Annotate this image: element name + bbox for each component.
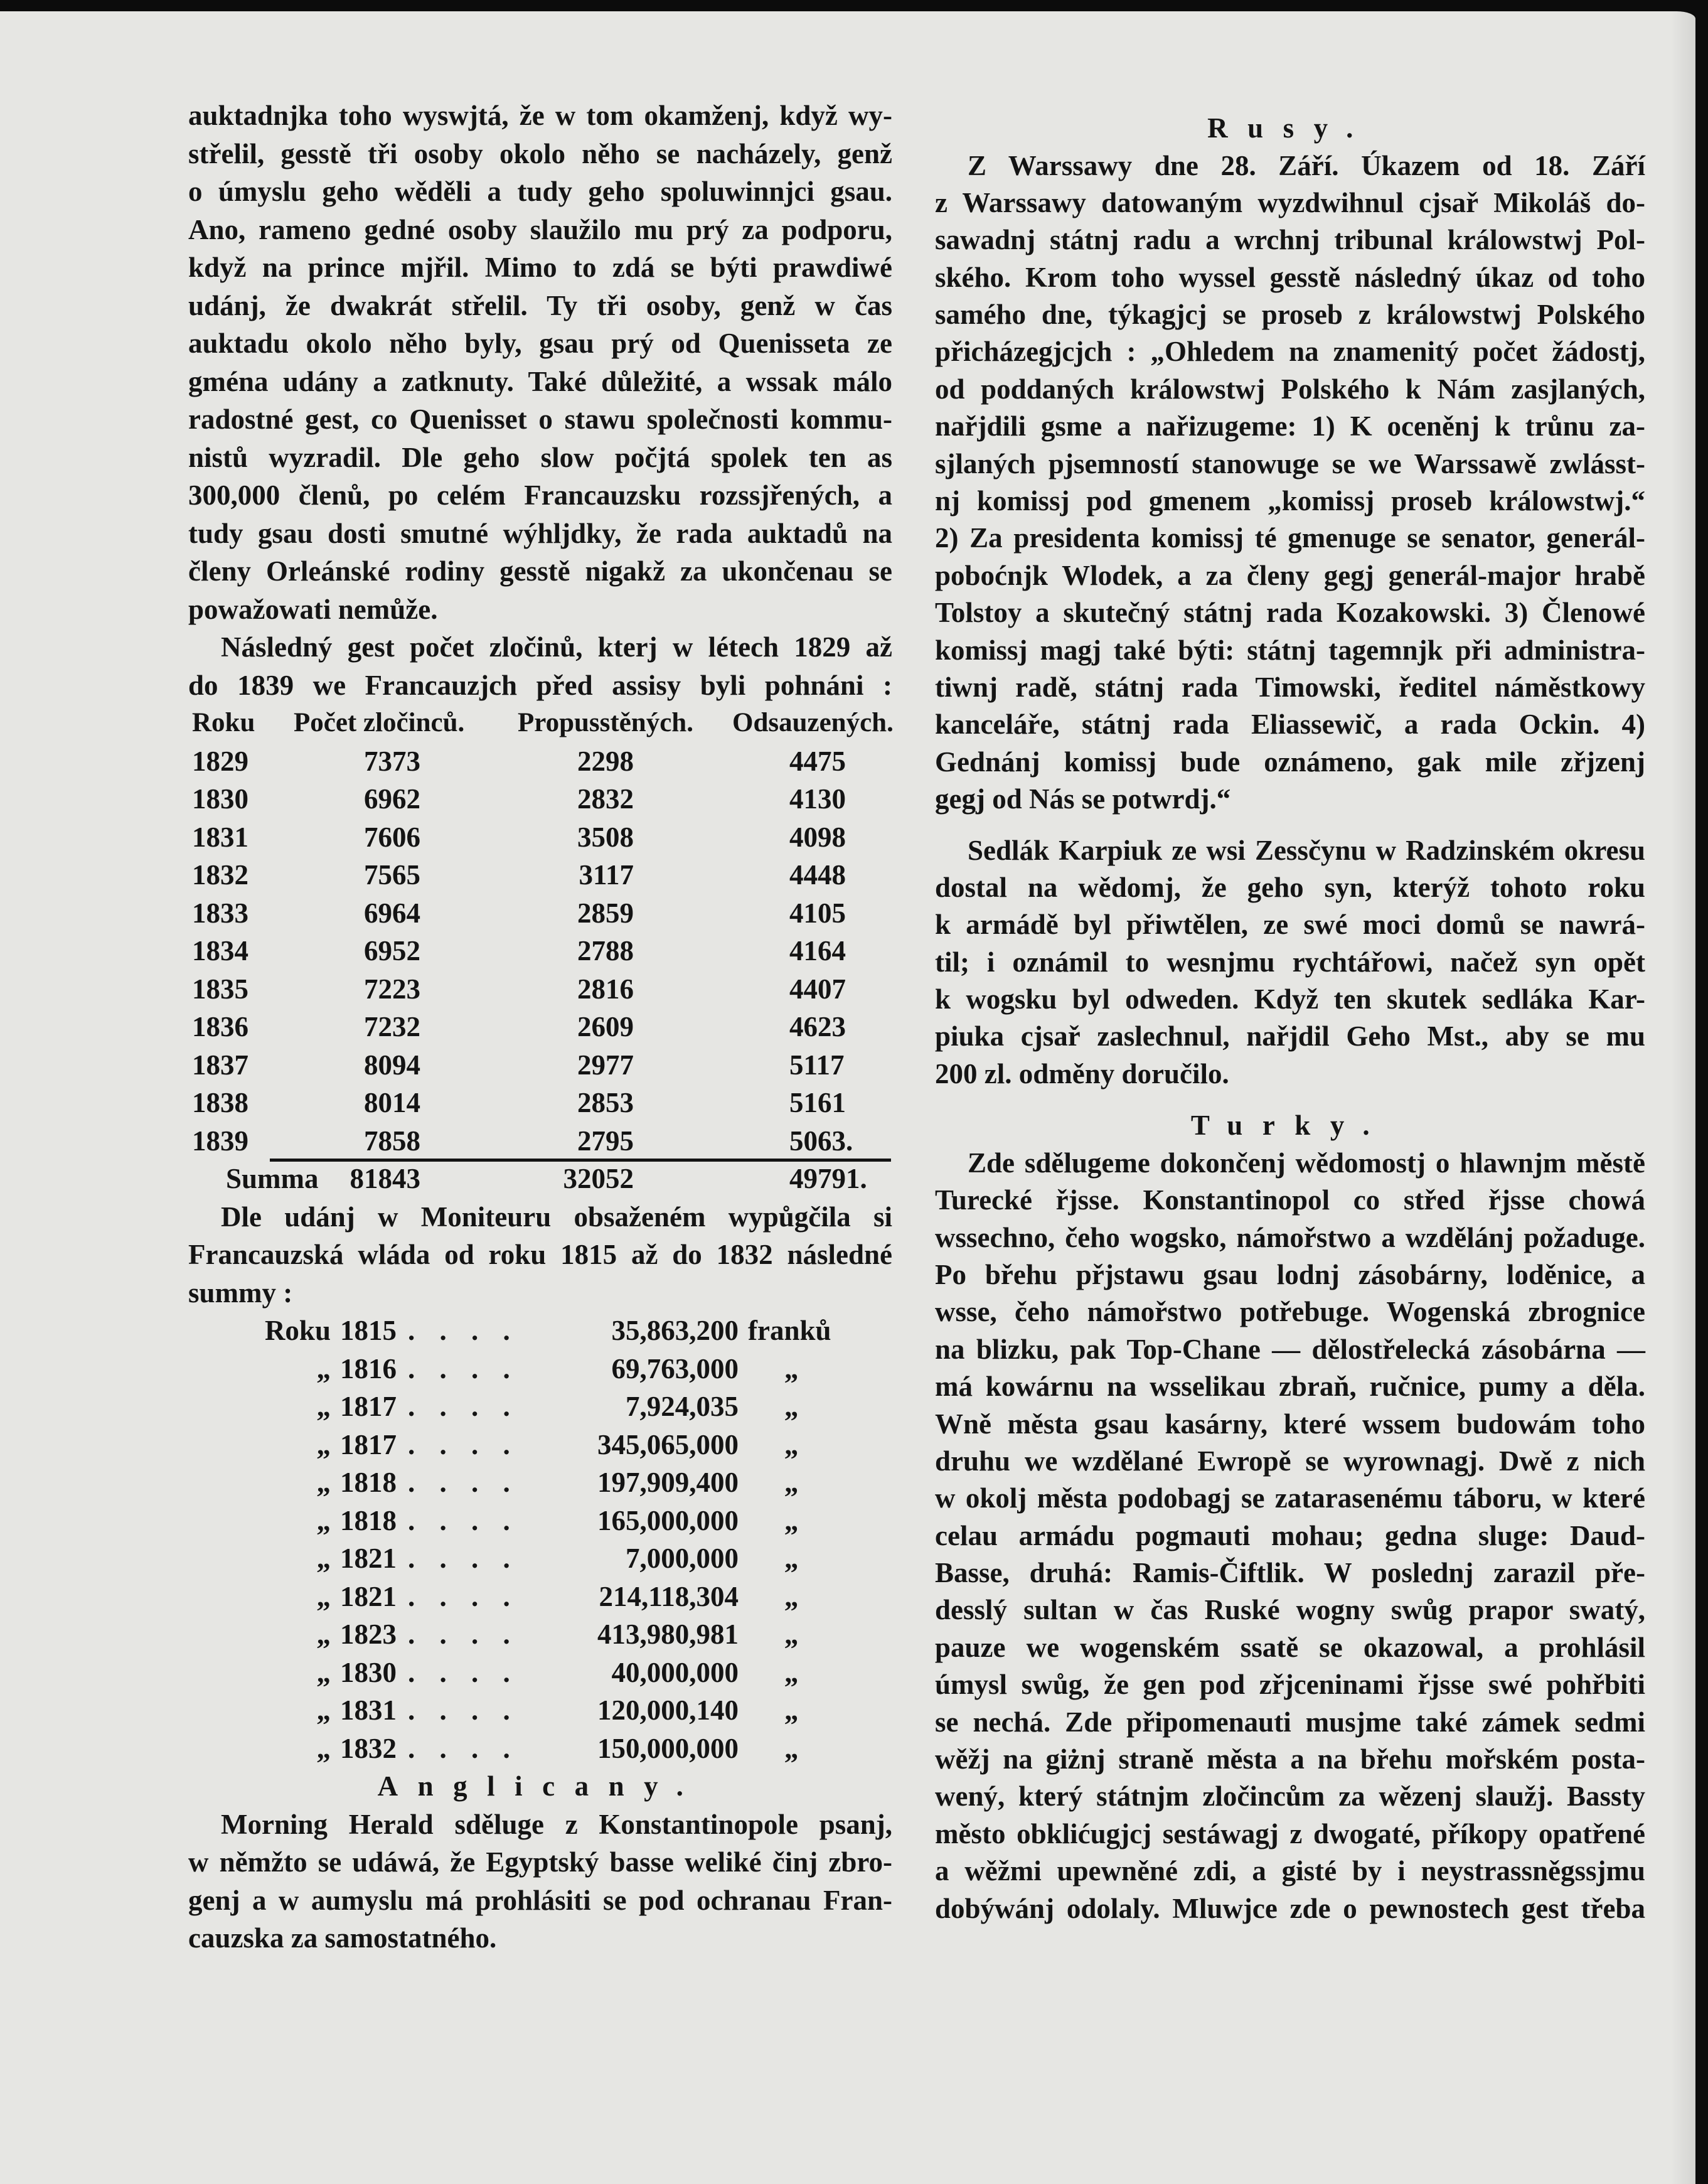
text-line: wěžj na giżnj straně města a na břehu mořském posta- — [935, 1743, 1645, 1775]
released-cell: 2859 — [577, 897, 634, 929]
table-row — [188, 932, 892, 970]
text-line: auktadnjka toho wyswjtá, že w tom okamženj, když wy- — [188, 100, 892, 131]
year-cell: 1836 — [192, 1011, 248, 1042]
text-line: nistů wyzradil. Dle geho slow počjtá spolek ten as — [188, 441, 892, 473]
header-year: Roku — [192, 708, 255, 737]
loan-amount: 40,000,000 — [611, 1656, 739, 1688]
text-line: město obklićugjcj sestáwagj z dwogaté, příkopy opatřené — [935, 1817, 1645, 1849]
text-line: má kowárnu na wsselikau zbraň, ručnice, pumy a děla. — [935, 1371, 1645, 1403]
convicted-cell: 4105 — [789, 897, 846, 929]
text-line: přicházegjcjch : „Ohledem na znamenitý počet žádostj, — [935, 336, 1645, 368]
loan-amount: 197,909,400 — [597, 1467, 739, 1498]
text-line: členy Orleánské rodiny gesstě nigakž za ukončenau se — [188, 555, 892, 587]
text-line: Ano, rameno gedné osoby slaužilo mu prý za podporu, — [188, 213, 892, 245]
total-label: Summa — [226, 1163, 319, 1194]
table-row — [188, 1084, 892, 1122]
convicted-cell: 5161 — [789, 1087, 846, 1118]
total-convicted: 49791. — [789, 1163, 867, 1194]
text-line: ského. Krom toho wyssel gesstě následný úkaz od toho — [935, 261, 1645, 293]
loan-row — [188, 1464, 892, 1502]
text-line: Gednánj komissj bude oznámeno, gak mile zřjzenj — [935, 746, 1645, 778]
loan-amount: 345,065,000 — [597, 1428, 739, 1460]
crimes-cell: 8094 — [364, 1049, 420, 1081]
text-line: desslý sultan w čas Ruské wogny swůg prapor swatý, — [935, 1594, 1645, 1626]
convicted-cell: 4407 — [789, 973, 846, 1005]
loan-year: 1821 — [340, 1543, 397, 1574]
year-cell: 1834 — [192, 935, 248, 966]
table-row — [188, 818, 892, 857]
text-line: celau armádu pogmauti mohau; gedna sluge: Daud- — [935, 1519, 1645, 1551]
loan-amount: 69,763,000 — [611, 1352, 739, 1384]
released-cell: 2977 — [577, 1049, 634, 1081]
year-cell: 1830 — [192, 783, 248, 815]
year-prefix: „ — [316, 1352, 331, 1384]
loan-year: 1818 — [340, 1467, 397, 1498]
crimes-cell: 8014 — [364, 1087, 420, 1118]
text-line: komissj magj také býti: státnj tagemnjk při administra- — [935, 634, 1645, 666]
text-line: nj komissj pod gmenem „komissj proseb králowstwj.“ — [935, 485, 1645, 517]
crimes-cell: 7223 — [364, 973, 420, 1005]
text-line: z Warssawy datowaným wyzdwihnul cjsař Mikoláš do- — [935, 186, 1645, 218]
loan-row — [188, 1578, 892, 1616]
released-cell: 3117 — [579, 859, 634, 891]
spacer — [935, 1093, 1645, 1106]
section-heading-russia: Rusy. — [1207, 112, 1373, 144]
loan-amount: 120,000,140 — [597, 1694, 739, 1726]
text-line: když na prince mjřil. Mimo to zdá se býti prawdiwé — [188, 252, 892, 283]
total-crimes: 81843 — [350, 1163, 420, 1194]
text-line: Francauzská wláda od roku 1815 až do 1832 následné — [188, 1239, 892, 1270]
loan-unit: „ — [784, 1656, 799, 1688]
year-cell: 1837 — [192, 1049, 248, 1081]
loan-row — [188, 1539, 892, 1578]
leader-dots: . . . . — [408, 1467, 519, 1498]
year-prefix: „ — [316, 1391, 331, 1422]
text-line: cauzska za samostatného. — [188, 1922, 497, 1954]
total-released: 32052 — [563, 1163, 634, 1194]
loan-unit: „ — [784, 1732, 799, 1764]
text-line: kanceláře, státnj rada Eliassewič, a rada Ockin. 4) — [935, 709, 1645, 741]
loan-unit: „ — [784, 1467, 799, 1498]
loan-row — [188, 1691, 892, 1730]
loan-unit: „ — [784, 1352, 799, 1384]
text-line: na blizku, pak Top-Chane — dělostřelecká zásobárna — — [935, 1333, 1645, 1365]
text-line: wený, který státnjm zločincům za wězenj slaužj. Bassty — [935, 1780, 1645, 1812]
table-row — [188, 1046, 892, 1084]
text-line: tudy gsau dosti smutné wýhljdky, že rada auktadů na — [188, 517, 892, 549]
convicted-cell: 5063. — [789, 1125, 853, 1157]
text-line: sjlaných pjsemností stanowuge se we Warssawě zwlásst- — [935, 447, 1645, 479]
table-row — [188, 856, 892, 894]
text-line: o úmyslu geho wěděli a tudy geho spoluwinnjci gsau. — [188, 176, 892, 207]
text-line: pauze we wogenském ssatě se okazowal, a prohlásil — [935, 1631, 1645, 1663]
leader-dots: . . . . — [408, 1619, 519, 1650]
text-line: poboćnjk Wlodek, a za členy gegj generál-major hrabě — [935, 559, 1645, 591]
leader-dots: . . . . — [408, 1543, 519, 1574]
header-released: Propusstěných. — [518, 708, 693, 737]
text-line: a wěžmi upewněné zdi, a gisté by i neystrassněgssjmu — [935, 1855, 1645, 1887]
text-line: udánj, že dwakrát střelil. Ty tři osoby, genž w čas — [188, 289, 892, 321]
crimes-cell: 7565 — [364, 859, 420, 891]
text-line: se nechá. Zde připomenauti musjme také zámek sedmi — [935, 1706, 1645, 1738]
section-heading-england: Anglicany. — [377, 1770, 703, 1802]
convicted-cell: 4164 — [789, 935, 846, 966]
leader-dots: . . . . — [408, 1352, 519, 1384]
loan-year: 1821 — [340, 1580, 397, 1612]
year-prefix: „ — [316, 1428, 331, 1460]
convicted-cell: 4475 — [789, 745, 846, 777]
text-line: k wogsku byl odweden. Když ten skutek sedláka Kar- — [935, 983, 1645, 1015]
text-line: w okolj města podobagj se zatarasenému táboru, w které — [935, 1482, 1645, 1514]
left-column — [188, 97, 892, 1957]
loan-row — [188, 1388, 892, 1426]
year-cell: 1831 — [192, 821, 248, 853]
loan-row — [188, 1730, 892, 1768]
year-cell: 1829 — [192, 745, 248, 777]
table-row — [188, 742, 892, 781]
loan-year: 1817 — [340, 1391, 397, 1422]
year-prefix: „ — [316, 1619, 331, 1650]
table-row — [188, 780, 892, 818]
text-line: Turecké řjsse. Konstantinopol co střed řjsse chowá — [935, 1184, 1645, 1216]
text-line: radostné gest, co Quenisset o stawu společnosti kommu- — [188, 404, 892, 435]
loan-amount: 165,000,000 — [597, 1504, 739, 1536]
loan-amount: 214,118,304 — [599, 1580, 739, 1612]
convicted-cell: 4098 — [789, 821, 846, 853]
crimes-cell: 7373 — [364, 745, 420, 777]
text-line: dobýwánj odolaly. Mluwjce zde o pewnostech gest třeba — [935, 1892, 1645, 1924]
text-line: gegj od Nás se potwrdj.“ — [935, 783, 1231, 815]
crime-table-body — [188, 742, 892, 1160]
loan-year: 1815 — [340, 1315, 397, 1346]
released-cell: 2795 — [577, 1125, 634, 1157]
released-cell: 2609 — [577, 1011, 634, 1042]
loan-year: 1832 — [340, 1732, 397, 1764]
crimes-cell: 6952 — [364, 935, 420, 966]
text-line: Následný gest počet zločinů, kterj w létech 1829 až — [221, 631, 892, 663]
leader-dots: . . . . — [408, 1504, 519, 1536]
text-line: genj a w aumyslu má prohlásiti se pod ochranau Fran- — [188, 1884, 892, 1916]
loan-unit: „ — [784, 1580, 799, 1612]
loan-year: 1823 — [340, 1619, 397, 1650]
loan-amount: 7,000,000 — [626, 1543, 739, 1574]
text-line: wssechno, čeho wogsko, námořstwo a wzdělánj požaduge. — [935, 1221, 1645, 1253]
year-cell: 1833 — [192, 897, 248, 929]
table-row — [188, 1008, 892, 1046]
text-line: 200 zl. odměny doručilo. — [935, 1057, 1229, 1089]
year-prefix: „ — [316, 1580, 331, 1612]
convicted-cell: 4623 — [789, 1011, 846, 1042]
year-prefix: Roku — [264, 1315, 331, 1346]
loan-row — [188, 1312, 892, 1350]
text-line: dostal na wědomj, že geho syn, kterýž tohoto roku — [935, 871, 1645, 903]
crime-table-header — [188, 704, 892, 742]
year-cell: 1838 — [192, 1087, 248, 1118]
text-line: Po břehu přjstawu gsau lodnj zásobárny, loděnice, a — [935, 1258, 1645, 1290]
released-cell: 2853 — [577, 1087, 634, 1118]
leader-dots: . . . . — [408, 1315, 519, 1346]
table-row — [188, 1122, 892, 1160]
text-line: Wně města gsau kasárny, které wssem budowám toho — [935, 1408, 1645, 1440]
released-cell: 3508 — [577, 821, 634, 853]
text-line: Dle udánj w Moniteuru obsaženém wypůgčila si — [221, 1201, 892, 1233]
text-line: powažowati nemůže. — [188, 593, 438, 625]
crime-table — [188, 704, 892, 1198]
newspaper-page — [0, 11, 1695, 2184]
text-line: summy : — [188, 1277, 293, 1309]
loan-unit: „ — [784, 1694, 799, 1726]
header-crimes: Počet zločinců. — [294, 708, 465, 737]
crime-table-total — [188, 1160, 892, 1198]
year-prefix: „ — [316, 1656, 331, 1688]
text-line: 2) Za presidenta komissj té gmenuge se senator, generál- — [935, 522, 1645, 554]
leader-dots: . . . . — [408, 1580, 519, 1612]
loan-amount: 35,863,200 — [611, 1315, 739, 1346]
crimes-cell: 7232 — [364, 1011, 420, 1042]
loan-unit: „ — [784, 1428, 799, 1460]
text-line: til; i oznámil to wesnjmu rychtářowi, načež syn opět — [935, 946, 1645, 978]
convicted-cell: 4448 — [789, 859, 846, 891]
loan-year: 1831 — [340, 1694, 397, 1726]
year-cell: 1839 — [192, 1125, 248, 1157]
year-prefix: „ — [316, 1467, 331, 1498]
crimes-cell: 7606 — [364, 821, 420, 853]
convicted-cell: 5117 — [789, 1049, 845, 1081]
loan-amount: 413,980,981 — [597, 1619, 739, 1650]
year-prefix: „ — [316, 1504, 331, 1536]
loan-year: 1830 — [340, 1656, 397, 1688]
crimes-cell: 6964 — [364, 897, 420, 929]
year-prefix: „ — [316, 1694, 331, 1726]
text-line: střelil, gesstě tři osoby okolo něho se nacházely, genž — [188, 137, 892, 169]
text-line: úmysl swůg, že gen pod zřjceninami řjsse swé pohřbiti — [935, 1669, 1645, 1701]
year-prefix: „ — [316, 1543, 331, 1574]
leader-dots: . . . . — [408, 1428, 519, 1460]
loan-amount: 150,000,000 — [597, 1732, 739, 1764]
text-line: tiwnj radě, státnj rada Timowski, ředitel náměstkowy — [935, 671, 1645, 703]
loan-row — [188, 1502, 892, 1540]
released-cell: 2788 — [577, 935, 634, 966]
loan-year: 1817 — [340, 1428, 397, 1460]
text-line: od poddaných králowstwj Polského k Nám zasjlaných, — [935, 373, 1645, 405]
paragraph-assassination — [188, 97, 892, 628]
right-column — [935, 109, 1645, 1927]
year-prefix: „ — [316, 1732, 331, 1764]
leader-dots: . . . . — [408, 1694, 519, 1726]
year-cell: 1835 — [192, 973, 248, 1005]
released-cell: 2298 — [577, 745, 634, 777]
loan-unit: „ — [784, 1504, 799, 1536]
released-cell: 2816 — [577, 973, 634, 1005]
leader-dots: . . . . — [408, 1391, 519, 1422]
paragraph-karpiuk — [935, 832, 1645, 1093]
paragraph-warsaw — [935, 147, 1645, 818]
loan-row — [188, 1654, 892, 1692]
text-line: Tolstoy a skutečný státnj rada Kozakowski. 3) Členowé — [935, 597, 1645, 629]
loan-row — [188, 1615, 892, 1654]
text-line: Z Warssawy dne 28. Září. Úkazem od 18. Září — [968, 149, 1645, 181]
loans-table — [188, 1312, 892, 1767]
section-heading-turkey: Turky. — [1190, 1110, 1390, 1142]
table-row — [188, 894, 892, 933]
text-line: gména udány a zatknuty. Také důležité, a wssak málo — [188, 365, 892, 397]
text-line: auktadu okolo něho byly, gsau prý od Quenisseta ze — [188, 328, 892, 359]
text-line: Morning Herald sděluge z Konstantinopole psanj, — [221, 1808, 892, 1840]
released-cell: 2832 — [577, 783, 634, 815]
text-line: Zde sdělugeme dokončenj wědomostj o hlawnjm městě — [968, 1147, 1645, 1179]
text-line: w němžto se udáwá, že Egyptský basse weliké činj zbro- — [188, 1846, 892, 1878]
loan-unit: „ — [784, 1543, 799, 1574]
convicted-cell: 4130 — [789, 783, 846, 815]
loan-row — [188, 1350, 892, 1388]
crimes-cell: 6962 — [364, 783, 420, 815]
header-convicted: Odsauzených. — [732, 708, 894, 737]
text-line: samého dne, týkagjcj se proseb z králowstwj Polského — [935, 299, 1645, 331]
paragraph-crime-intro — [188, 628, 892, 704]
loan-year: 1818 — [340, 1504, 397, 1536]
text-line: k armádě byl přiwtělen, ze swé moci domů se nawrá- — [935, 909, 1645, 941]
crimes-cell: 7858 — [364, 1125, 420, 1157]
leader-dots: . . . . — [408, 1732, 519, 1764]
text-line: Sedlák Karpiuk ze wsi Zessčynu w Radzinském okresu — [968, 834, 1645, 866]
text-line: druhu we wzdělané Ewropě se wyrownagj. Dwě z nich — [935, 1445, 1645, 1477]
loan-unit: „ — [784, 1391, 799, 1422]
text-line: do 1839 we Francauzjch před assisy byli pohnáni : — [188, 669, 892, 701]
loan-year: 1816 — [340, 1352, 397, 1384]
leader-dots: . . . . — [408, 1656, 519, 1688]
text-line: piuka cjsař zaslechnul, nařjdil Geho Mst., aby se mu — [935, 1020, 1645, 1052]
loan-unit: franků — [748, 1315, 831, 1346]
text-line: nařjdili gsme a nařizugeme: 1) K oceněnj k trůnu za- — [935, 410, 1645, 442]
text-line: wsse, čeho námořstwo potřebuge. Wogenská zbrognice — [935, 1296, 1645, 1328]
paragraph-loans-intro — [188, 1198, 892, 1312]
paragraph-constantinople — [935, 1145, 1645, 1927]
year-cell: 1832 — [192, 859, 248, 891]
spacer — [935, 818, 1645, 832]
paragraph-morning-herald — [188, 1806, 892, 1957]
loan-row — [188, 1426, 892, 1464]
text-line: Basse, druhá: Ramis-Čiftlik. W poslednj zarazil pře- — [935, 1557, 1645, 1589]
text-line: sawadnj státnj radu a wrchnj tribunal králowstwj Pol- — [935, 224, 1645, 256]
text-line: 300,000 členů, po celém Francauzsku rozssjřených, a — [188, 479, 892, 511]
loan-unit: „ — [784, 1619, 799, 1650]
loan-amount: 7,924,035 — [626, 1391, 739, 1422]
table-row — [188, 970, 892, 1009]
